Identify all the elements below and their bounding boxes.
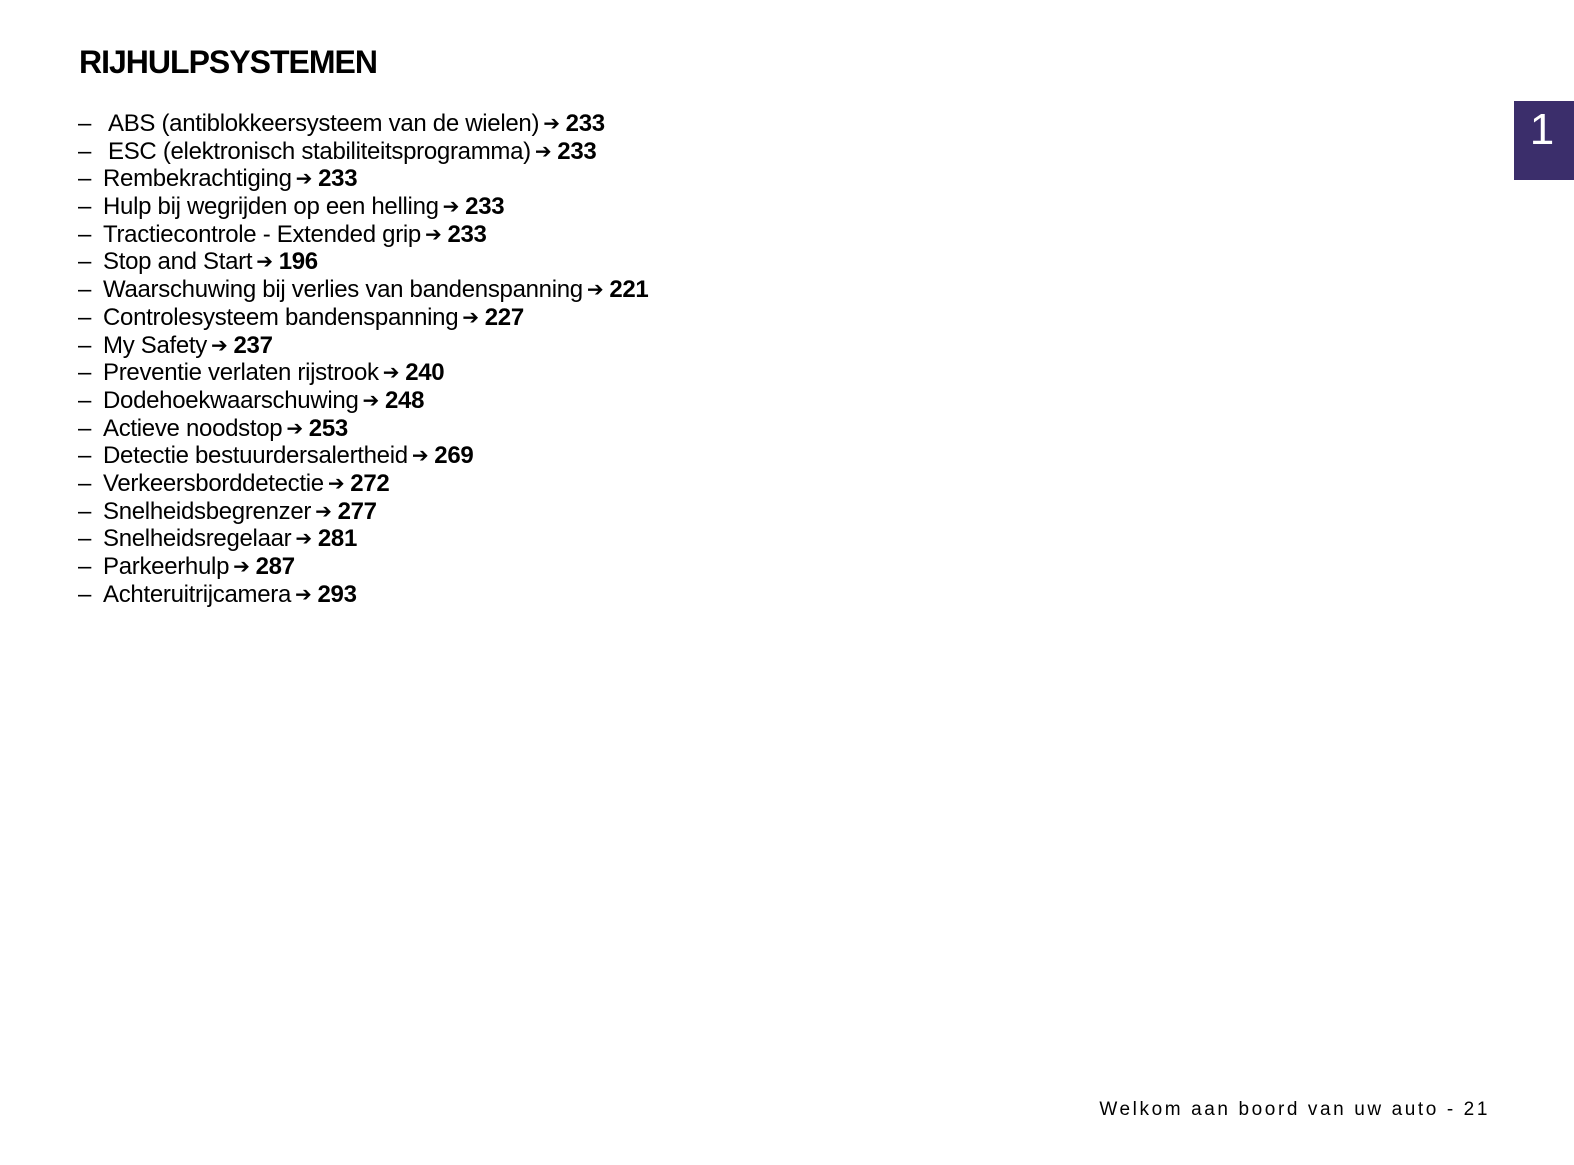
toc-item-label: Tractiecontrole - Extended grip <box>103 220 421 248</box>
toc-item <box>78 387 648 415</box>
toc-item-page-ref[interactable]: 281 <box>317 525 357 553</box>
arrow-right-icon: ➔ <box>295 583 312 606</box>
toc-item-label: Stop and Start <box>103 248 253 276</box>
list-dash: – <box>78 580 92 608</box>
list-dash: – <box>78 497 92 525</box>
list-dash: – <box>78 331 92 359</box>
toc-item <box>78 221 648 249</box>
toc-item-label: Achteruitrijcamera <box>103 580 291 608</box>
toc-item-label: Preventie verlaten rijstrook <box>103 359 379 387</box>
toc-item <box>78 276 648 304</box>
arrow-right-icon: ➔ <box>462 306 479 329</box>
toc-item-page-ref[interactable]: 233 <box>465 193 505 221</box>
toc-item <box>78 165 648 193</box>
arrow-right-icon: ➔ <box>233 556 250 578</box>
arrow-right-icon: ➔ <box>424 223 442 246</box>
list-dash: – <box>78 110 92 137</box>
toc-item-page-ref[interactable]: 269 <box>434 442 474 470</box>
toc-item <box>78 442 648 470</box>
toc-item-label: My Safety <box>103 331 207 359</box>
toc-item <box>78 304 648 332</box>
arrow-right-icon: ➔ <box>586 279 604 302</box>
toc-item <box>78 193 648 221</box>
list-dash: – <box>78 303 92 331</box>
toc-item-page-ref[interactable]: 272 <box>350 469 390 497</box>
toc-item-page-ref[interactable]: 233 <box>565 110 605 137</box>
toc-list <box>78 110 648 608</box>
arrow-right-icon: ➔ <box>211 334 228 357</box>
arrow-right-icon: ➔ <box>327 472 345 495</box>
toc-item-label: Controlesysteem bandenspanning <box>103 303 459 331</box>
toc-item-page-ref[interactable]: 277 <box>337 497 377 525</box>
toc-item <box>78 332 648 360</box>
toc-item-page-ref[interactable]: 237 <box>233 331 273 359</box>
toc-item <box>78 470 648 498</box>
toc-item-label: Rembekrachtiging <box>103 165 292 193</box>
list-dash: – <box>78 165 92 193</box>
arrow-right-icon: ➔ <box>295 168 313 191</box>
list-dash: – <box>78 276 92 304</box>
arrow-right-icon: ➔ <box>543 113 560 135</box>
arrow-right-icon: ➔ <box>362 389 379 412</box>
toc-item-label: Verkeersborddetectie <box>103 469 324 497</box>
toc-item <box>78 138 648 166</box>
list-dash: – <box>78 553 92 580</box>
list-dash: – <box>78 442 92 470</box>
page-footer: Welkom aan boord van uw auto - 21 <box>1099 1099 1490 1120</box>
list-dash: – <box>78 469 92 497</box>
toc-item-page-ref[interactable]: 196 <box>278 248 318 276</box>
toc-item-page-ref[interactable]: 287 <box>255 553 295 580</box>
toc-item-label: Waarschuwing bij verlies van bandenspanning <box>103 276 583 304</box>
arrow-right-icon: ➔ <box>411 445 429 468</box>
toc-item-label: Actieve noodstop <box>103 414 283 442</box>
list-dash: – <box>78 359 92 387</box>
arrow-right-icon: ➔ <box>256 251 273 274</box>
toc-item-label: Hulp bij wegrijden op een helling <box>103 193 439 221</box>
list-dash: – <box>78 386 92 414</box>
toc-item-page-ref[interactable]: 248 <box>384 386 425 414</box>
toc-item-page-ref[interactable]: 221 <box>609 276 649 304</box>
toc-item-label: ABS (antiblokkeersysteem van de wielen) <box>108 110 540 137</box>
arrow-right-icon: ➔ <box>382 362 400 385</box>
toc-item-page-ref[interactable]: 293 <box>317 580 357 608</box>
toc-item <box>78 525 648 553</box>
toc-item <box>78 110 648 138</box>
list-dash: – <box>78 137 92 165</box>
toc-item <box>78 581 648 609</box>
toc-item-page-ref[interactable]: 233 <box>447 220 487 248</box>
toc-item-page-ref[interactable]: 253 <box>308 414 348 442</box>
toc-item-page-ref[interactable]: 233 <box>318 165 358 193</box>
list-dash: – <box>78 414 92 442</box>
toc-item-page-ref[interactable]: 227 <box>484 303 524 331</box>
toc-item-page-ref[interactable]: 233 <box>557 137 597 165</box>
toc-item <box>78 248 648 276</box>
toc-item-label: Detectie bestuurdersalertheid <box>103 442 408 470</box>
list-dash: – <box>78 193 92 221</box>
list-dash: – <box>78 220 92 248</box>
arrow-right-icon: ➔ <box>442 196 460 219</box>
page-title: RIJHULPSYSTEMEN <box>79 44 377 80</box>
arrow-right-icon: ➔ <box>315 500 332 523</box>
arrow-right-icon: ➔ <box>534 140 552 163</box>
toc-item-page-ref[interactable]: 240 <box>405 359 445 387</box>
toc-item <box>78 553 648 581</box>
toc-item <box>78 415 648 443</box>
toc-item-label: Dodehoekwaarschuwing <box>103 386 359 414</box>
chapter-tab: 1 <box>1514 101 1574 180</box>
list-dash: – <box>78 525 92 553</box>
toc-item-label: Snelheidsbegrenzer <box>103 497 312 525</box>
toc-item-label: Parkeerhulp <box>103 553 230 580</box>
toc-item-label: Snelheidsregelaar <box>103 525 292 553</box>
toc-item <box>78 359 648 387</box>
toc-item <box>78 498 648 526</box>
toc-item-label: ESC (elektronisch stabiliteitsprogramma) <box>108 137 531 165</box>
arrow-right-icon: ➔ <box>295 528 312 551</box>
list-dash: – <box>78 248 92 276</box>
arrow-right-icon: ➔ <box>286 417 303 440</box>
